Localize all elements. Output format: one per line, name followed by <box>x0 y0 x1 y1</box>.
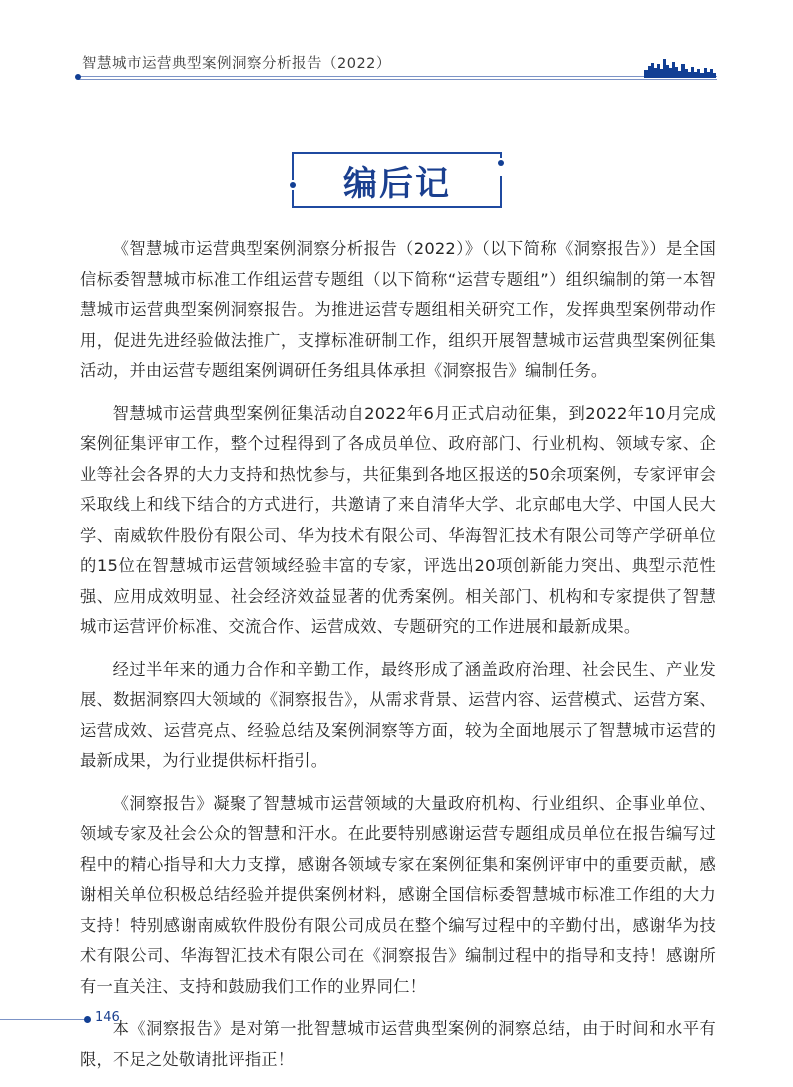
paragraph: 《智慧城市运营典型案例洞察分析报告（2022）》（以下简称《洞察报告》）是全国信标委智慧城市标准工作组运营专题组（以下简称“运营专题组”）组织编制的第一本智慧城市运营典型案例洞察报告。为推进运营专题组相关研究工作，发挥典型案例带动作用，促进先进经验做法推广，支撑标准研制工作，组织开展智慧城市运营典型案例征集活动，并由运营专题组案例调研任务组具体承担《洞察报告》编制任务。 <box>80 239 716 380</box>
header-rule-secondary <box>78 79 717 80</box>
header-rule <box>78 76 717 77</box>
page-number: 146 <box>95 1010 120 1025</box>
header-dot-icon <box>75 74 81 80</box>
body-text <box>80 234 716 1087</box>
footer-rule <box>0 1019 86 1020</box>
paragraph: 本《洞察报告》是对第一批智慧城市运营典型案例的洞察总结，由于时间和水平有限，不足之处敬请批评指正！ <box>80 1019 716 1069</box>
paragraph: 智慧城市运营典型案例征集活动自2022年6月正式启动征集，到2022年10月完成案例征集评审工作，整个过程得到了各成员单位、政府部门、行业机构、领域专家、企业等社会各界的大力支持和热忱参与，共征集到各地区报送的50余项案例，专家评审会采取线上和线下结合的方式进行，共邀请了来自清华大学、北京邮电大学、中国人民大学、南威软件股份有限公司、华为技术有限公司、华海智汇技术有限公司等产学研单位的15位在智慧城市运营领域经验丰富的专家，评选出20项创新能力突出、典型示范性强、应用成效明显、社会经济效益显著的优秀案例。相关部门、机构和专家提供了智慧城市运营评价标准、交流合作、运营成效、专题研究的工作进展和最新成果。 <box>80 403 716 636</box>
section-title: 编后记 <box>343 164 451 204</box>
frame-top-edge <box>292 152 500 154</box>
running-title: 智慧城市运营典型案例洞察分析报告（2022） <box>82 56 391 72</box>
frame-bottom-edge <box>292 206 502 208</box>
paragraph: 经过半年来的通力合作和辛勤工作，最终形成了涵盖政府治理、社会民生、产业发展、数据洞察四大领域的《洞察报告》，从需求背景、运营内容、运营模式、运营方案、运营成效、运营亮点、经验总结及案例洞察等方面，较为全面地展示了智慧城市运营的最新成果，为行业提供标杆指引。 <box>80 659 716 770</box>
paragraph: 《洞察报告》凝聚了智慧城市运营领域的大量政府机构、行业组织、企事业单位、领域专家及社会公众的智慧和汗水。在此要特别感谢运营专题组成员单位在报告编写过程中的精心指导和大力支撑，感谢各领域专家在案例征集和案例评审中的重要贡献，感谢相关单位积极总结经验并提供案例材料，感谢全国信标委智慧城市标准工作组的大力支持！特别感谢南威软件股份有限公司成员在整个编写过程中的辛勤付出，感谢华为技术有限公司、华海智汇技术有限公司在《洞察报告》编制过程中的指导和支持！感谢所有一直关注、支持和鼓励我们工作的业界同仁！ <box>80 793 716 996</box>
section-title-frame <box>292 152 502 208</box>
city-skyline-icon <box>644 56 718 78</box>
footer-dot-icon <box>84 1016 91 1023</box>
